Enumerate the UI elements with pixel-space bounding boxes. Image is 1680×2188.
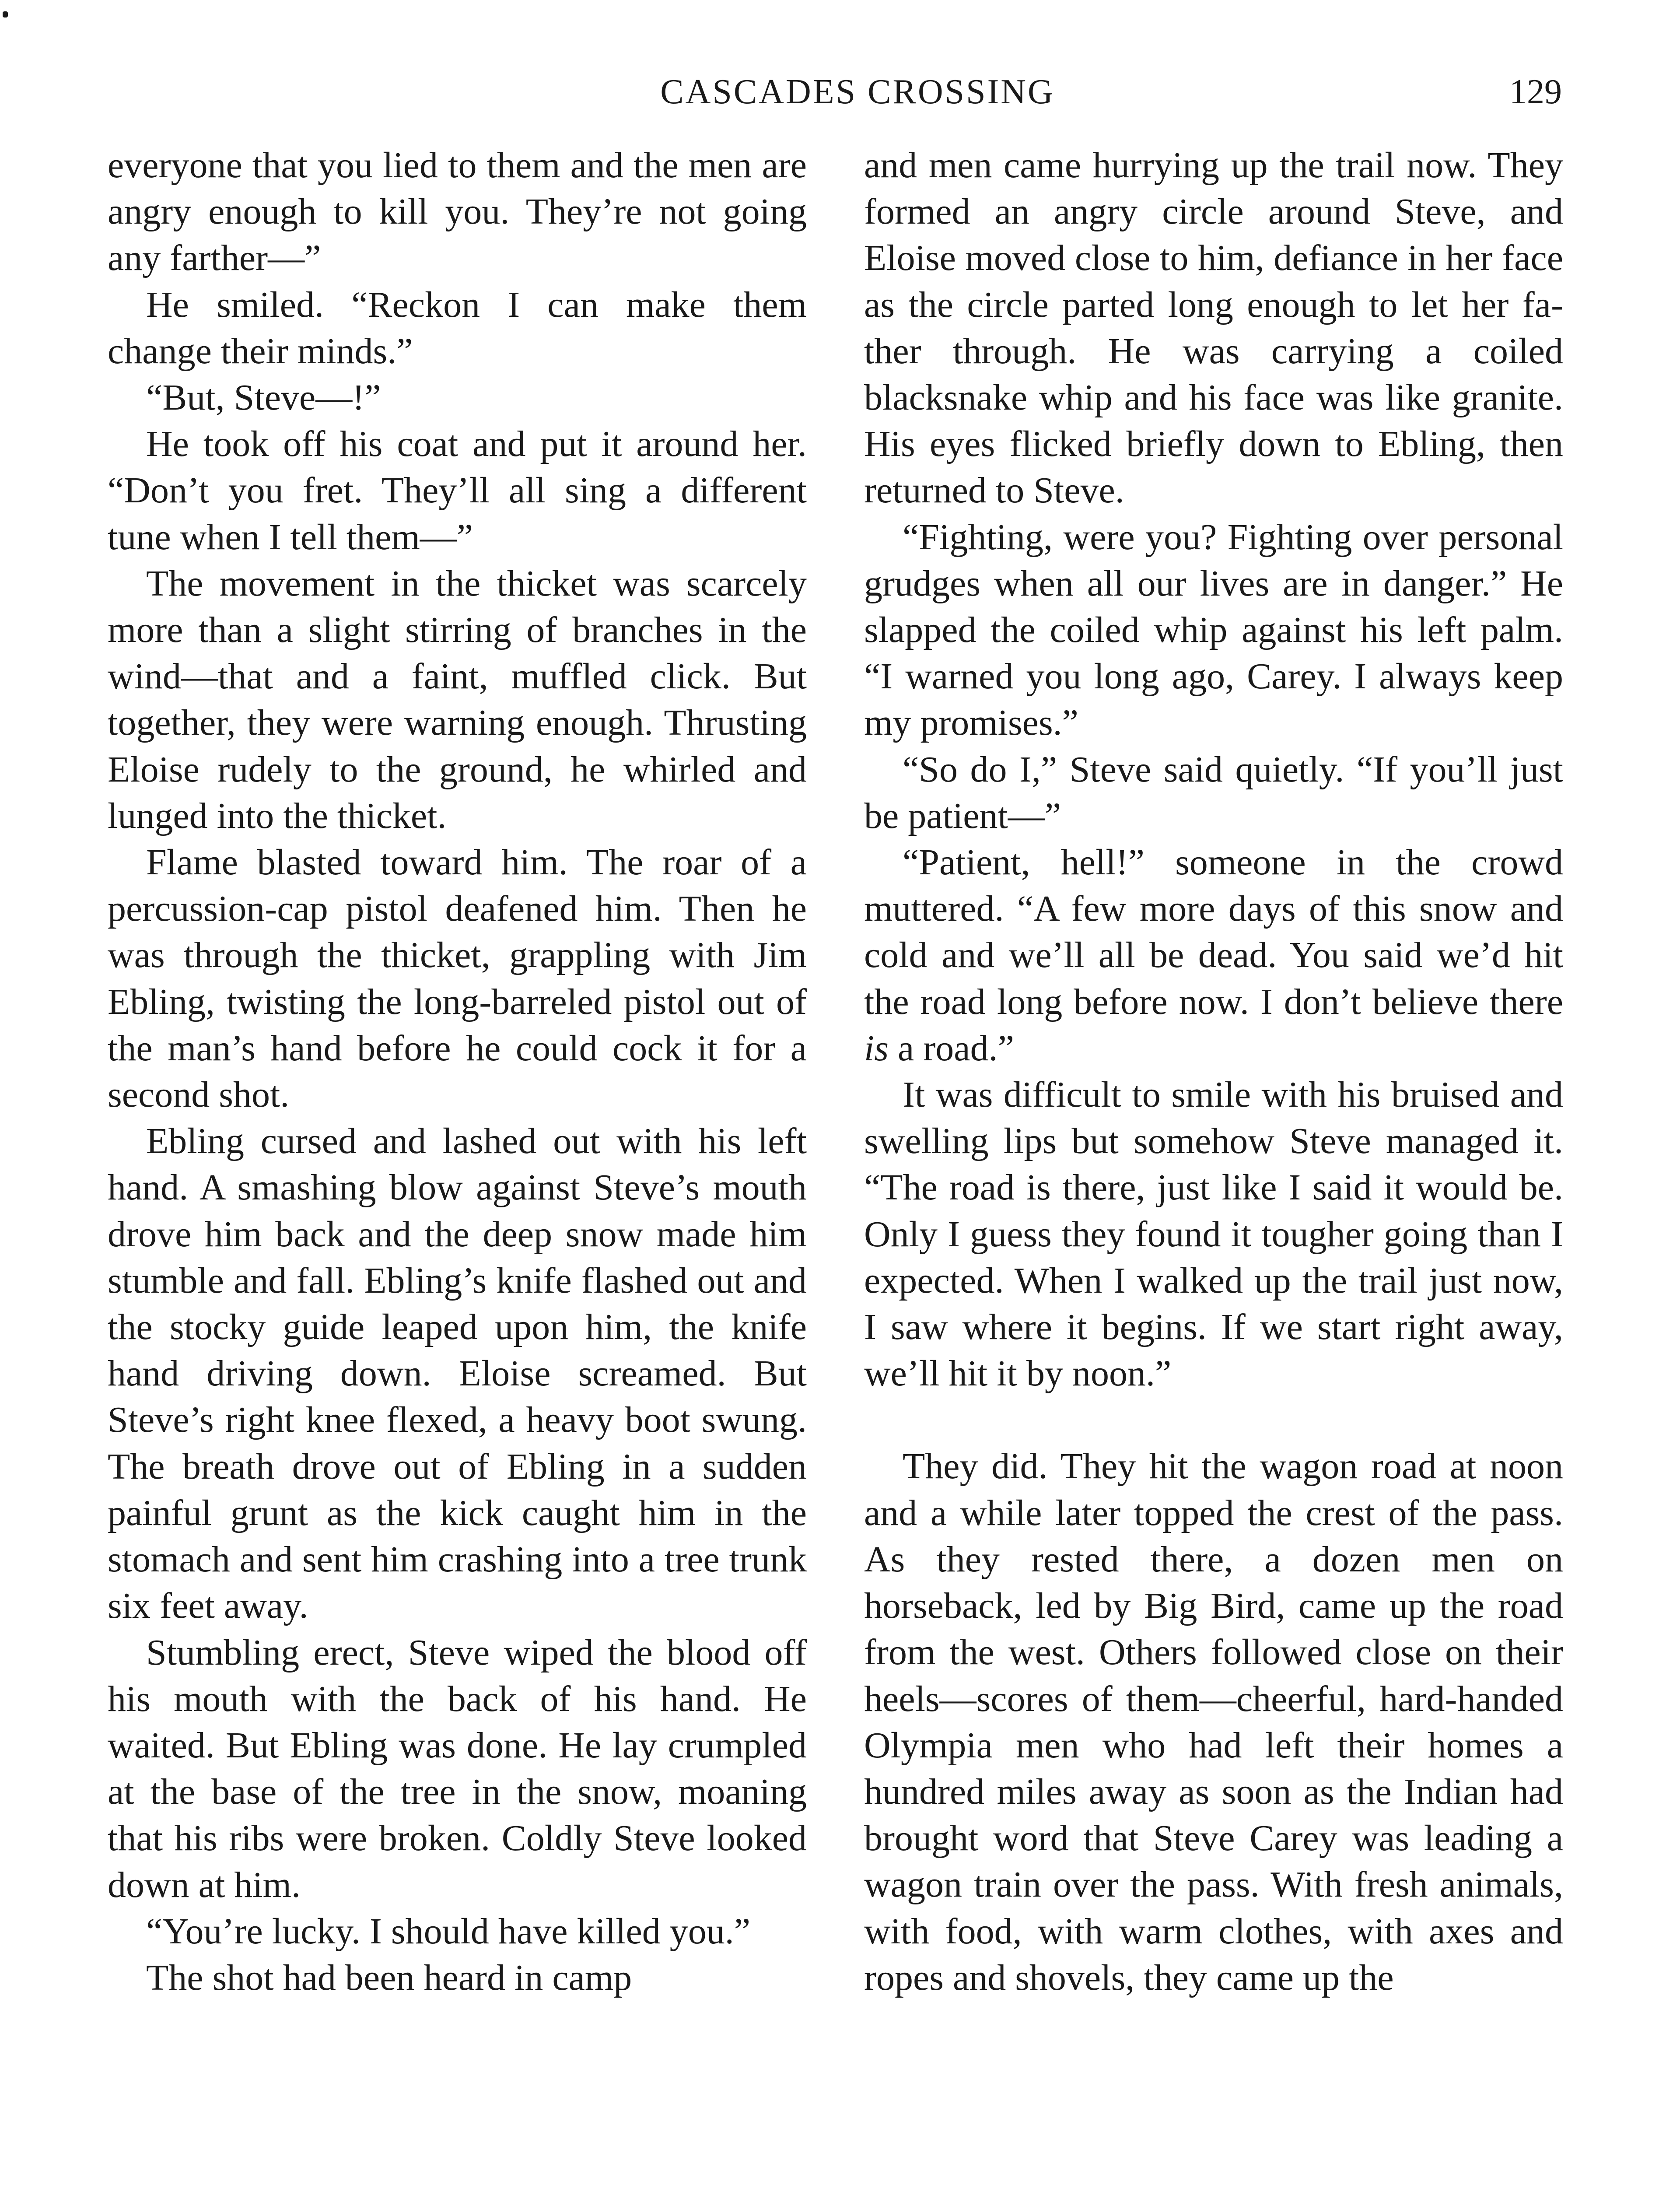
paragraph: “Fighting, were you? Fighting over personal grudges when all our lives are in danger.” He slapped the coiled whip against his left palm. “I warned you long ago, Carey. I always keep my promises.”: [864, 516, 1563, 743]
running-title: CASCADES CROSSING: [660, 73, 1055, 111]
right-column: [864, 142, 1563, 2001]
paragraph-section-start: They did. They hit the wagon road at noon and a while later topped the crest of the pass. As they rested there, a dozen men on horseback, led by Big Bird, came up the road from the west. Others followed close on their heels—scores of them—cheerful, hard-handed Olympia men who had left their homes a hundred miles away as soon as the Indian had brought word that Steve Carey was leading a wagon train over the pass. With fresh animals, with food, with warm clothes, with axes and ropes and shovels, they came up the: [864, 1446, 1563, 1998]
paragraph-text: “Patient, hell!” someone in the crowd muttered. “A few more days of this snow and cold and we’ll all be dead. You said we’d hit the road long before now. I don’t believe there: [864, 842, 1563, 1022]
paragraph: “But, Steve—!”: [146, 377, 381, 418]
paragraph: He smiled. “Reckon I can make them change their minds.”: [108, 284, 807, 372]
paragraph: [864, 839, 1563, 1072]
page-number: 129: [1509, 73, 1562, 111]
paragraph: and men came hurrying up the trail now. They formed an angry circle around Steve, and Eloise moved close to him, defiance in her face as the circle parted long enough to let her father through. He was carrying a coiled blacksnake whip and his face was like granite. His eyes flicked briefly down to Ebling, then returned to Steve.: [864, 145, 1563, 511]
paragraph: It was difficult to smile with his bruised and swelling lips but somehow Steve managed it. “The road is there, just like I said it would be. Only I guess they found it tougher going than I expected. When I walked up the trail just now, I saw where it begins. If we start right away, we’ll hit it by noon.”: [864, 1074, 1563, 1394]
paragraph: The shot had been heard in camp: [146, 1957, 632, 1998]
print-speck: [3, 11, 8, 18]
emphasized-word: is: [864, 1027, 889, 1069]
paragraph: everyone that you lied to them and the men are angry enough to kill you. They’re not going any farther—”: [108, 145, 807, 279]
paragraph: The movement in the thicket was scarcely more than a slight stirring of branches in the wind—that and a faint, muffled click. But together, they were warning enough. Thrusting Eloise rudely to the ground, he whirled and lunged into the thicket.: [108, 563, 807, 836]
left-column: [108, 142, 807, 2001]
paragraph: Stumbling erect, Steve wiped the blood off his mouth with the back of his hand. He waited. But Ebling was done. He lay crumpled at the base of the tree in the snow, moaning that his ribs were broken. Coldly Steve looked down at him.: [108, 1632, 807, 1905]
paragraph: “So do I,” Steve said quietly. “If you’ll just be patient—”: [864, 749, 1563, 836]
paragraph: Ebling cursed and lashed out with his left hand. A smashing blow against Steve’s mouth drove him back and the deep snow made him stumble and fall. Ebling’s knife flashed out and the stocky guide leaped upon him, the knife hand driving down. Eloise screamed. But Steve’s right knee flexed, a heavy boot swung. The breath drove out of Ebling in a sudden painful grunt as the kick caught him in the stomach and sent him crashing into a tree trunk six feet away.: [108, 1121, 807, 1627]
paragraph: He took off his coat and put it around her. “Don’t you fret. They’ll all sing a different tune when I tell them—”: [108, 424, 807, 558]
paragraph: “You’re lucky. I should have killed you.”: [146, 1911, 751, 1952]
paragraph: Flame blasted toward him. The roar of a percussion-cap pistol deafened him. Then he was through the thicket, grappling with Jim Ebling, twisting the long-barreled pistol out of the man’s hand before he could cock it for a second shot.: [108, 842, 807, 1115]
paragraph-text: a road.”: [889, 1027, 1014, 1069]
